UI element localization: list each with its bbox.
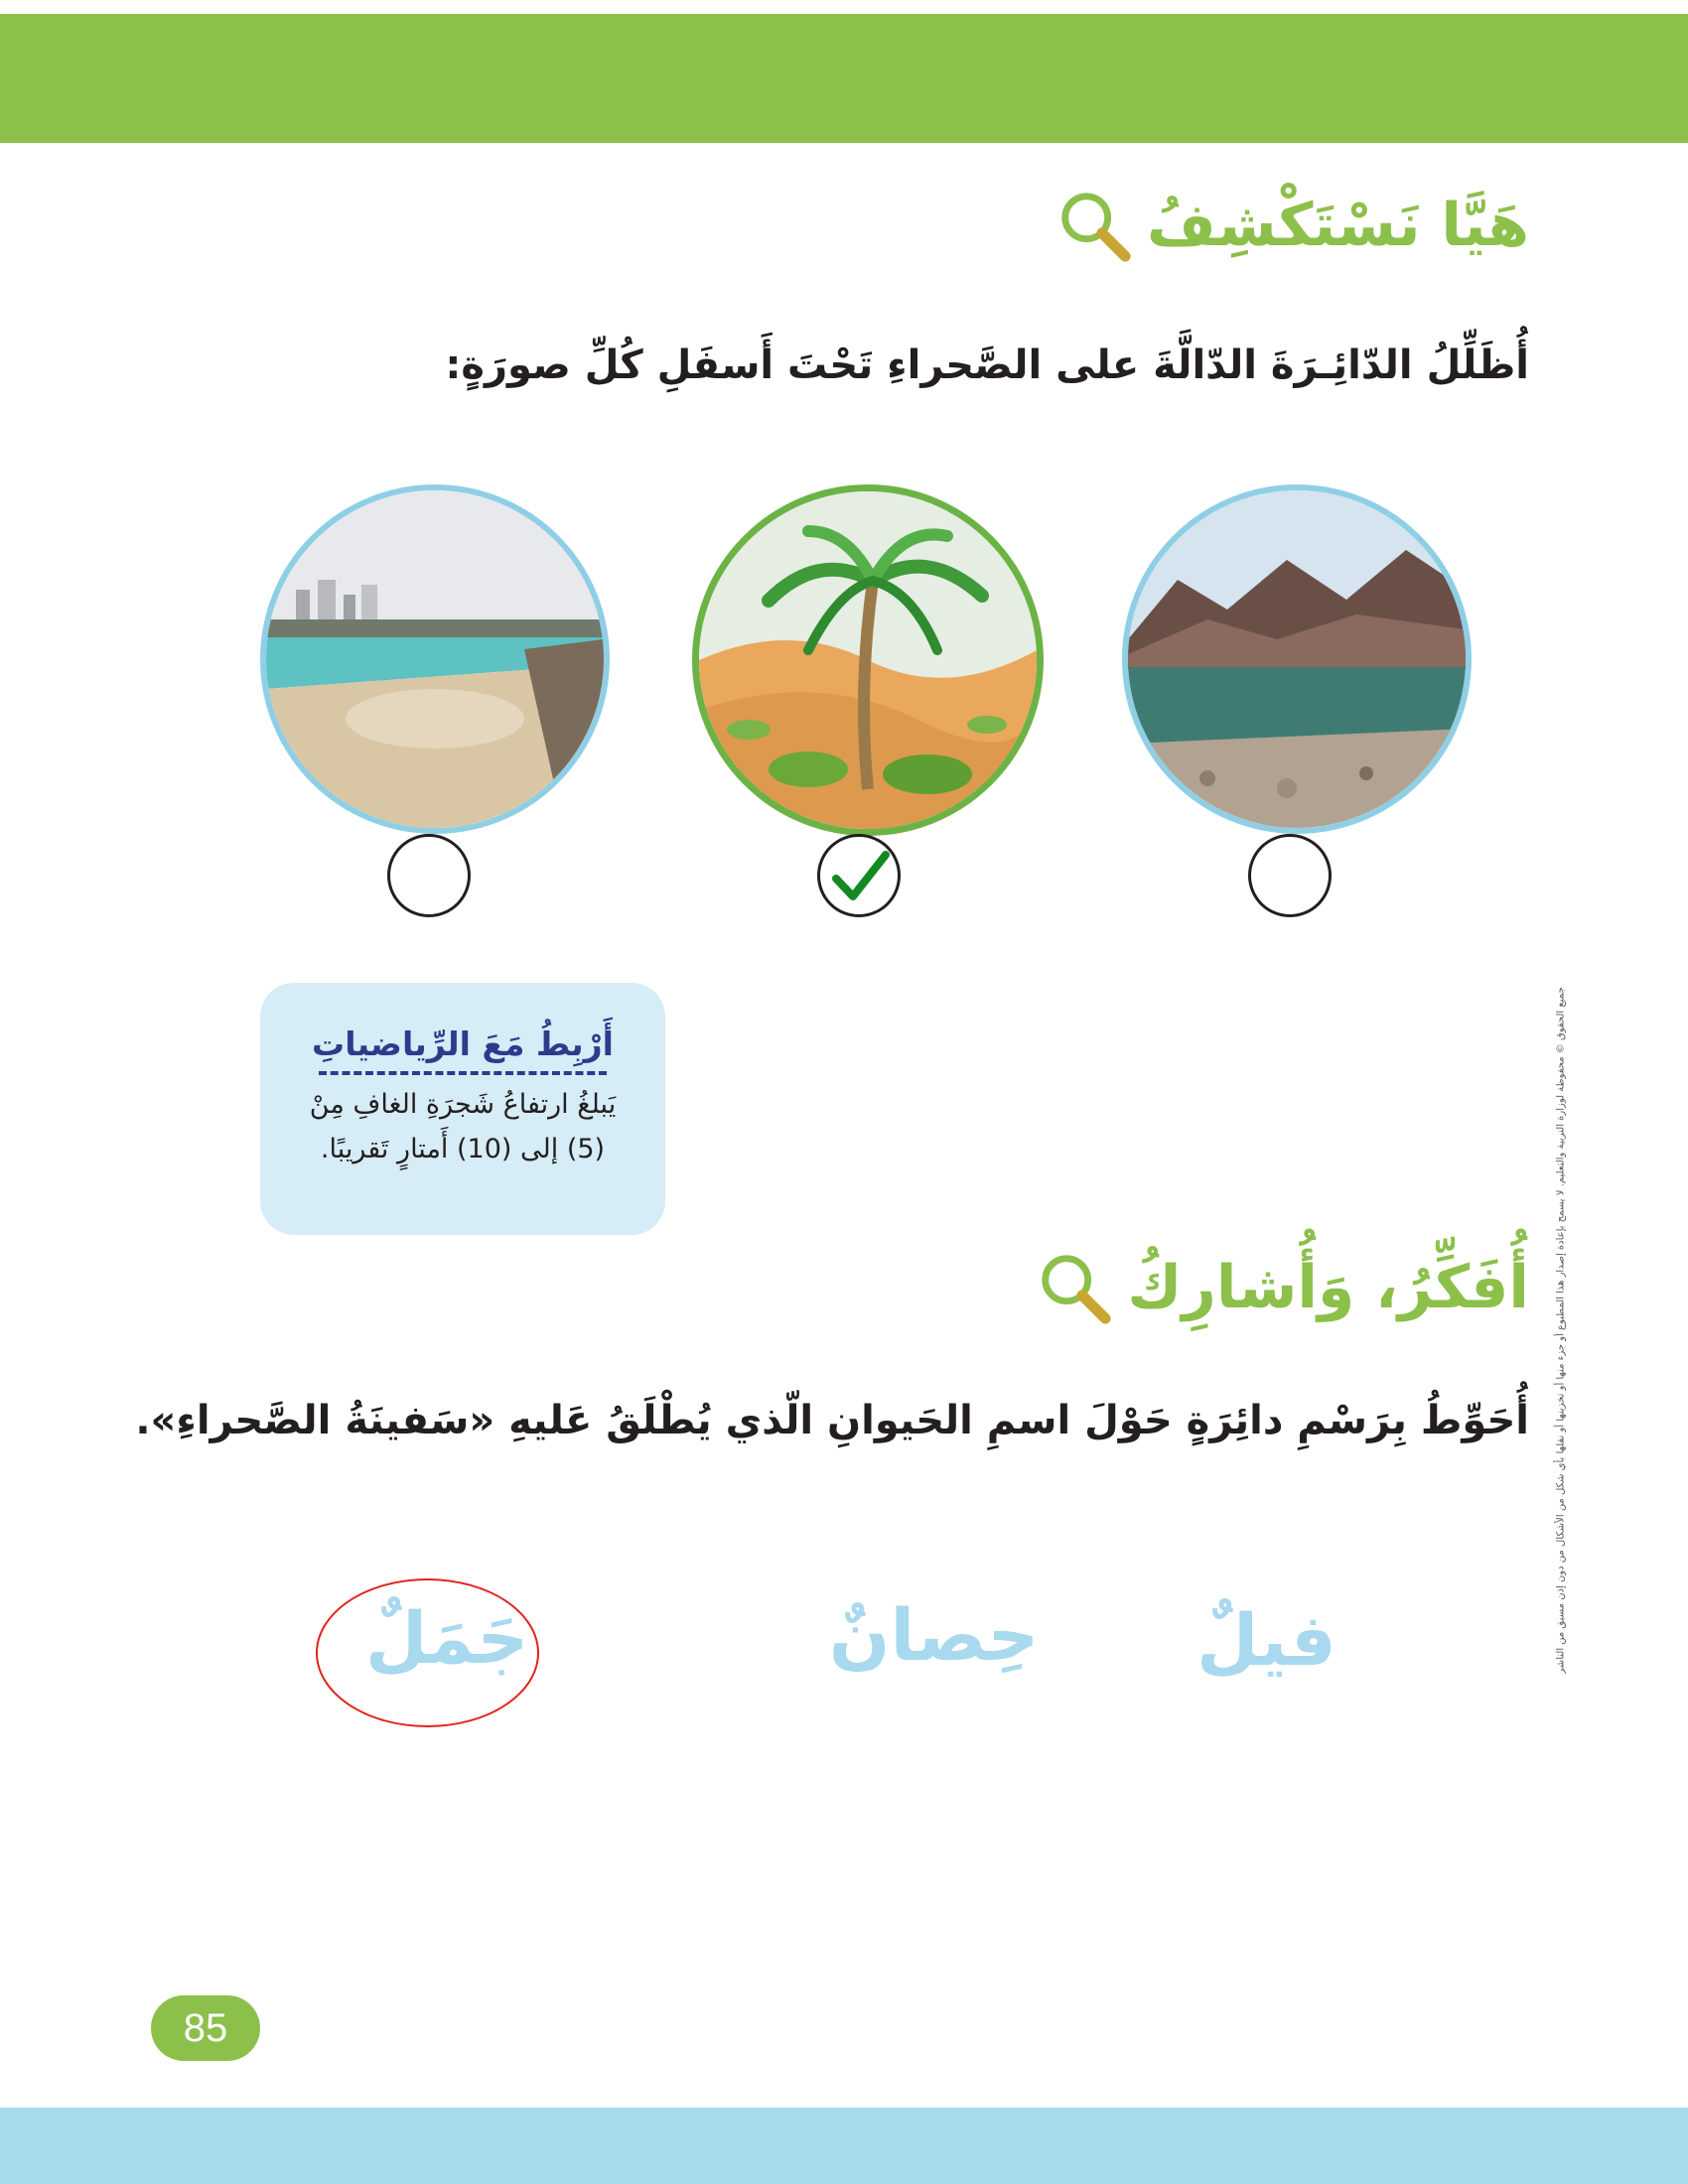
word-camel[interactable]: جَمَلٌ	[365, 1596, 529, 1680]
math-link-box	[260, 983, 665, 1235]
footer-band	[0, 2108, 1688, 2184]
answer-circle-beach[interactable]	[387, 834, 471, 917]
section-heading-think	[1036, 1249, 1529, 1326]
section-title-think: أُفَكِّرُ، وَأُشارِكُ	[1127, 1253, 1529, 1322]
math-link-line-1: يَبلغُ ارتفاعُ شَجرَةِ الغافِ مِنْ	[309, 1089, 617, 1120]
word-elephant[interactable]: فيلٌ	[1196, 1598, 1336, 1682]
beach-image	[260, 484, 610, 834]
answer-circle-desert[interactable]	[817, 834, 901, 917]
mountain-lake-image	[1122, 484, 1472, 834]
math-link-line-2: (5) إلى (10) أَمتارٍ تَقريبًا.	[320, 1134, 606, 1164]
desert-palm-image	[692, 484, 1044, 836]
math-link-underline	[319, 1071, 607, 1075]
instruction-think: أُحَوِّطُ بِرَسْمِ دائِرَةٍ حَوْلَ اسمِ الحَيوانِ الّذي يُطْلَقُ عَليهِ «سَفينَةُ الصَّحراءِ».	[135, 1398, 1529, 1443]
page-number: 85	[151, 1995, 260, 2061]
section-title-explore: هَيَّا نَسْتَكْشِفُ	[1147, 191, 1529, 260]
word-horse[interactable]: حِصانٌ	[829, 1593, 1040, 1677]
magnifier-icon	[1055, 187, 1133, 264]
magnifier-icon	[1036, 1249, 1113, 1326]
copyright-note	[1541, 764, 1581, 1896]
section-heading-explore	[1055, 187, 1529, 264]
answer-circle-mountain[interactable]	[1248, 834, 1332, 917]
instruction-explore: أُظَلِّلُ الدّائِـرَةَ الدّالَّةَ على الصَّحراءِ تَحْتَ أَسفَلِ كُلِّ صورَةٍ:	[445, 342, 1529, 388]
header-band	[0, 14, 1688, 143]
math-link-title: أَرْبِطُ مَعَ الرِّياضياتِ	[312, 1024, 614, 1063]
copyright-text: جميع الحقوق © محفوظة لوزارة التربية والتعليم. لا يسمح بإعادة إصدار هذا المطبوع أو جزء منها أو تخزينها أو نقلها بأي شكل من الأشكال من دون إذن مسبق من الناشر	[1555, 987, 1567, 1674]
camel-answer-circle	[316, 1578, 539, 1727]
checkmark-icon	[826, 843, 894, 910]
